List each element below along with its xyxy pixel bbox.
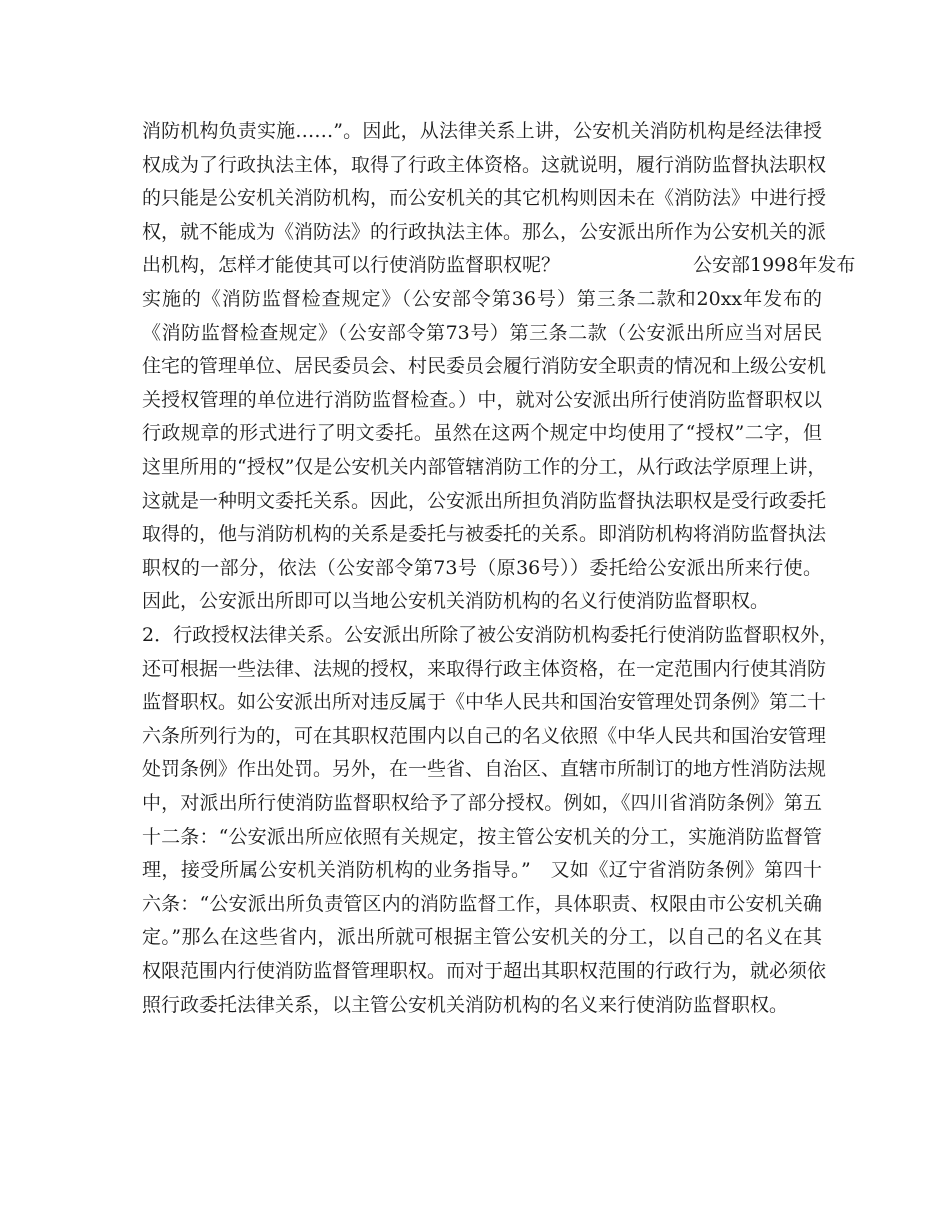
text-line: 照行政委托法律关系，以主管公安机关消防机构的名义来行使消防监督职权。 bbox=[142, 993, 789, 1016]
text-line: 这里所用的“授权”仅是公安机关内部管辖消防工作的分工，从行政法学原理上讲， bbox=[142, 456, 827, 478]
text-line: 住宅的管理单位、居民委员会、村民委员会履行消防安全职责的情况和上级公安机 bbox=[142, 355, 827, 378]
text-line: 监督职权。如公安派出所对违反属于《中华人民共和国治安管理处罚条例》第二十 bbox=[142, 691, 827, 714]
text-line: 取得的，他与消防机构的关系是委托与被委托的关系。即消防机构将消防监督执法 bbox=[142, 523, 827, 546]
text-line: 定。”那么在这些省内，派出所就可根据主管公安机关的分工，以自己的名义在其 bbox=[142, 926, 822, 949]
text-line: 权，就不能成为《消防法》的行政执法主体。那么，公安派出所作为公安机关的派 bbox=[142, 220, 827, 243]
text-line: 出机构，怎样才能使其可以行使消防监督职权呢？ 公安部1998年发布 bbox=[142, 254, 856, 277]
text-line: 中，对派出所行使消防监督职权给予了部分授权。例如，《四川省消防条例》第五 bbox=[142, 792, 822, 814]
text-line: 职权的一部分，依法（公安部令第73号（原36号））委托给公安派出所来行使。 bbox=[142, 556, 822, 579]
text-line: 处罚条例》作出处罚。另外，在一些省、自治区、直辖市所制订的地方性消防法规 bbox=[142, 758, 827, 781]
text-line: 理，接受所属公安机关消防机构的业务指导。” 又如《辽宁省消防条例》第四十 bbox=[142, 859, 822, 882]
text-line: 权限范围内行使消防监督管理职权。而对于超出其职权范围的行政行为，就必须依 bbox=[142, 960, 827, 982]
text-line: 的只能是公安机关消防机构，而公安机关的其它机构则因未在《消防法》中进行授 bbox=[142, 187, 827, 210]
text-line: 关授权管理的单位进行消防监督检查。）中，就对公安派出所行使消防监督职权以 bbox=[142, 388, 822, 411]
text-line: 权成为了行政执法主体，取得了行政主体资格。这就说明，履行消防监督执法职权 bbox=[142, 153, 827, 176]
text-line: 《消防监督检查规定》（公安部令第73号）第三条二款（公安派出所应当对居民 bbox=[142, 321, 822, 344]
text-line: 2．行政授权法律关系。公安派出所除了被公安消防机构委托行使消防监督职权外， bbox=[142, 624, 839, 646]
text-line: 这就是一种明文委托关系。因此，公安派出所担负消防监督执法职权是受行政委托 bbox=[142, 489, 827, 512]
text-line: 因此，公安派出所即可以当地公安机关消防机构的名义行使消防监督职权。 bbox=[142, 590, 770, 613]
text-line: 六条：“公安派出所负责管区内的消防监督工作，具体职责、权限由市公安机关确 bbox=[142, 892, 822, 915]
text-line: 行政规章的形式进行了明文委托。虽然在这两个规定中均使用了“授权”二字，但 bbox=[142, 422, 822, 445]
text-line: 实施的《消防监督检查规定》（公安部令第36号）第三条二款和20xx年发布的 bbox=[142, 288, 822, 310]
text-line: 还可根据一些法律、法规的授权，来取得行政主体资格，在一定范围内行使其消防 bbox=[142, 657, 827, 680]
text-line: 消防机构负责实施……”。因此，从法律关系上讲，公安机关消防机构是经法律授 bbox=[142, 120, 822, 142]
text-line: 十二条：“公安派出所应依照有关规定，按主管公安机关的分工，实施消防监督管 bbox=[142, 825, 822, 848]
text-line: 六条所列行为的，可在其职权范围内以自己的名义依照《中华人民共和国治安管理 bbox=[142, 724, 827, 747]
